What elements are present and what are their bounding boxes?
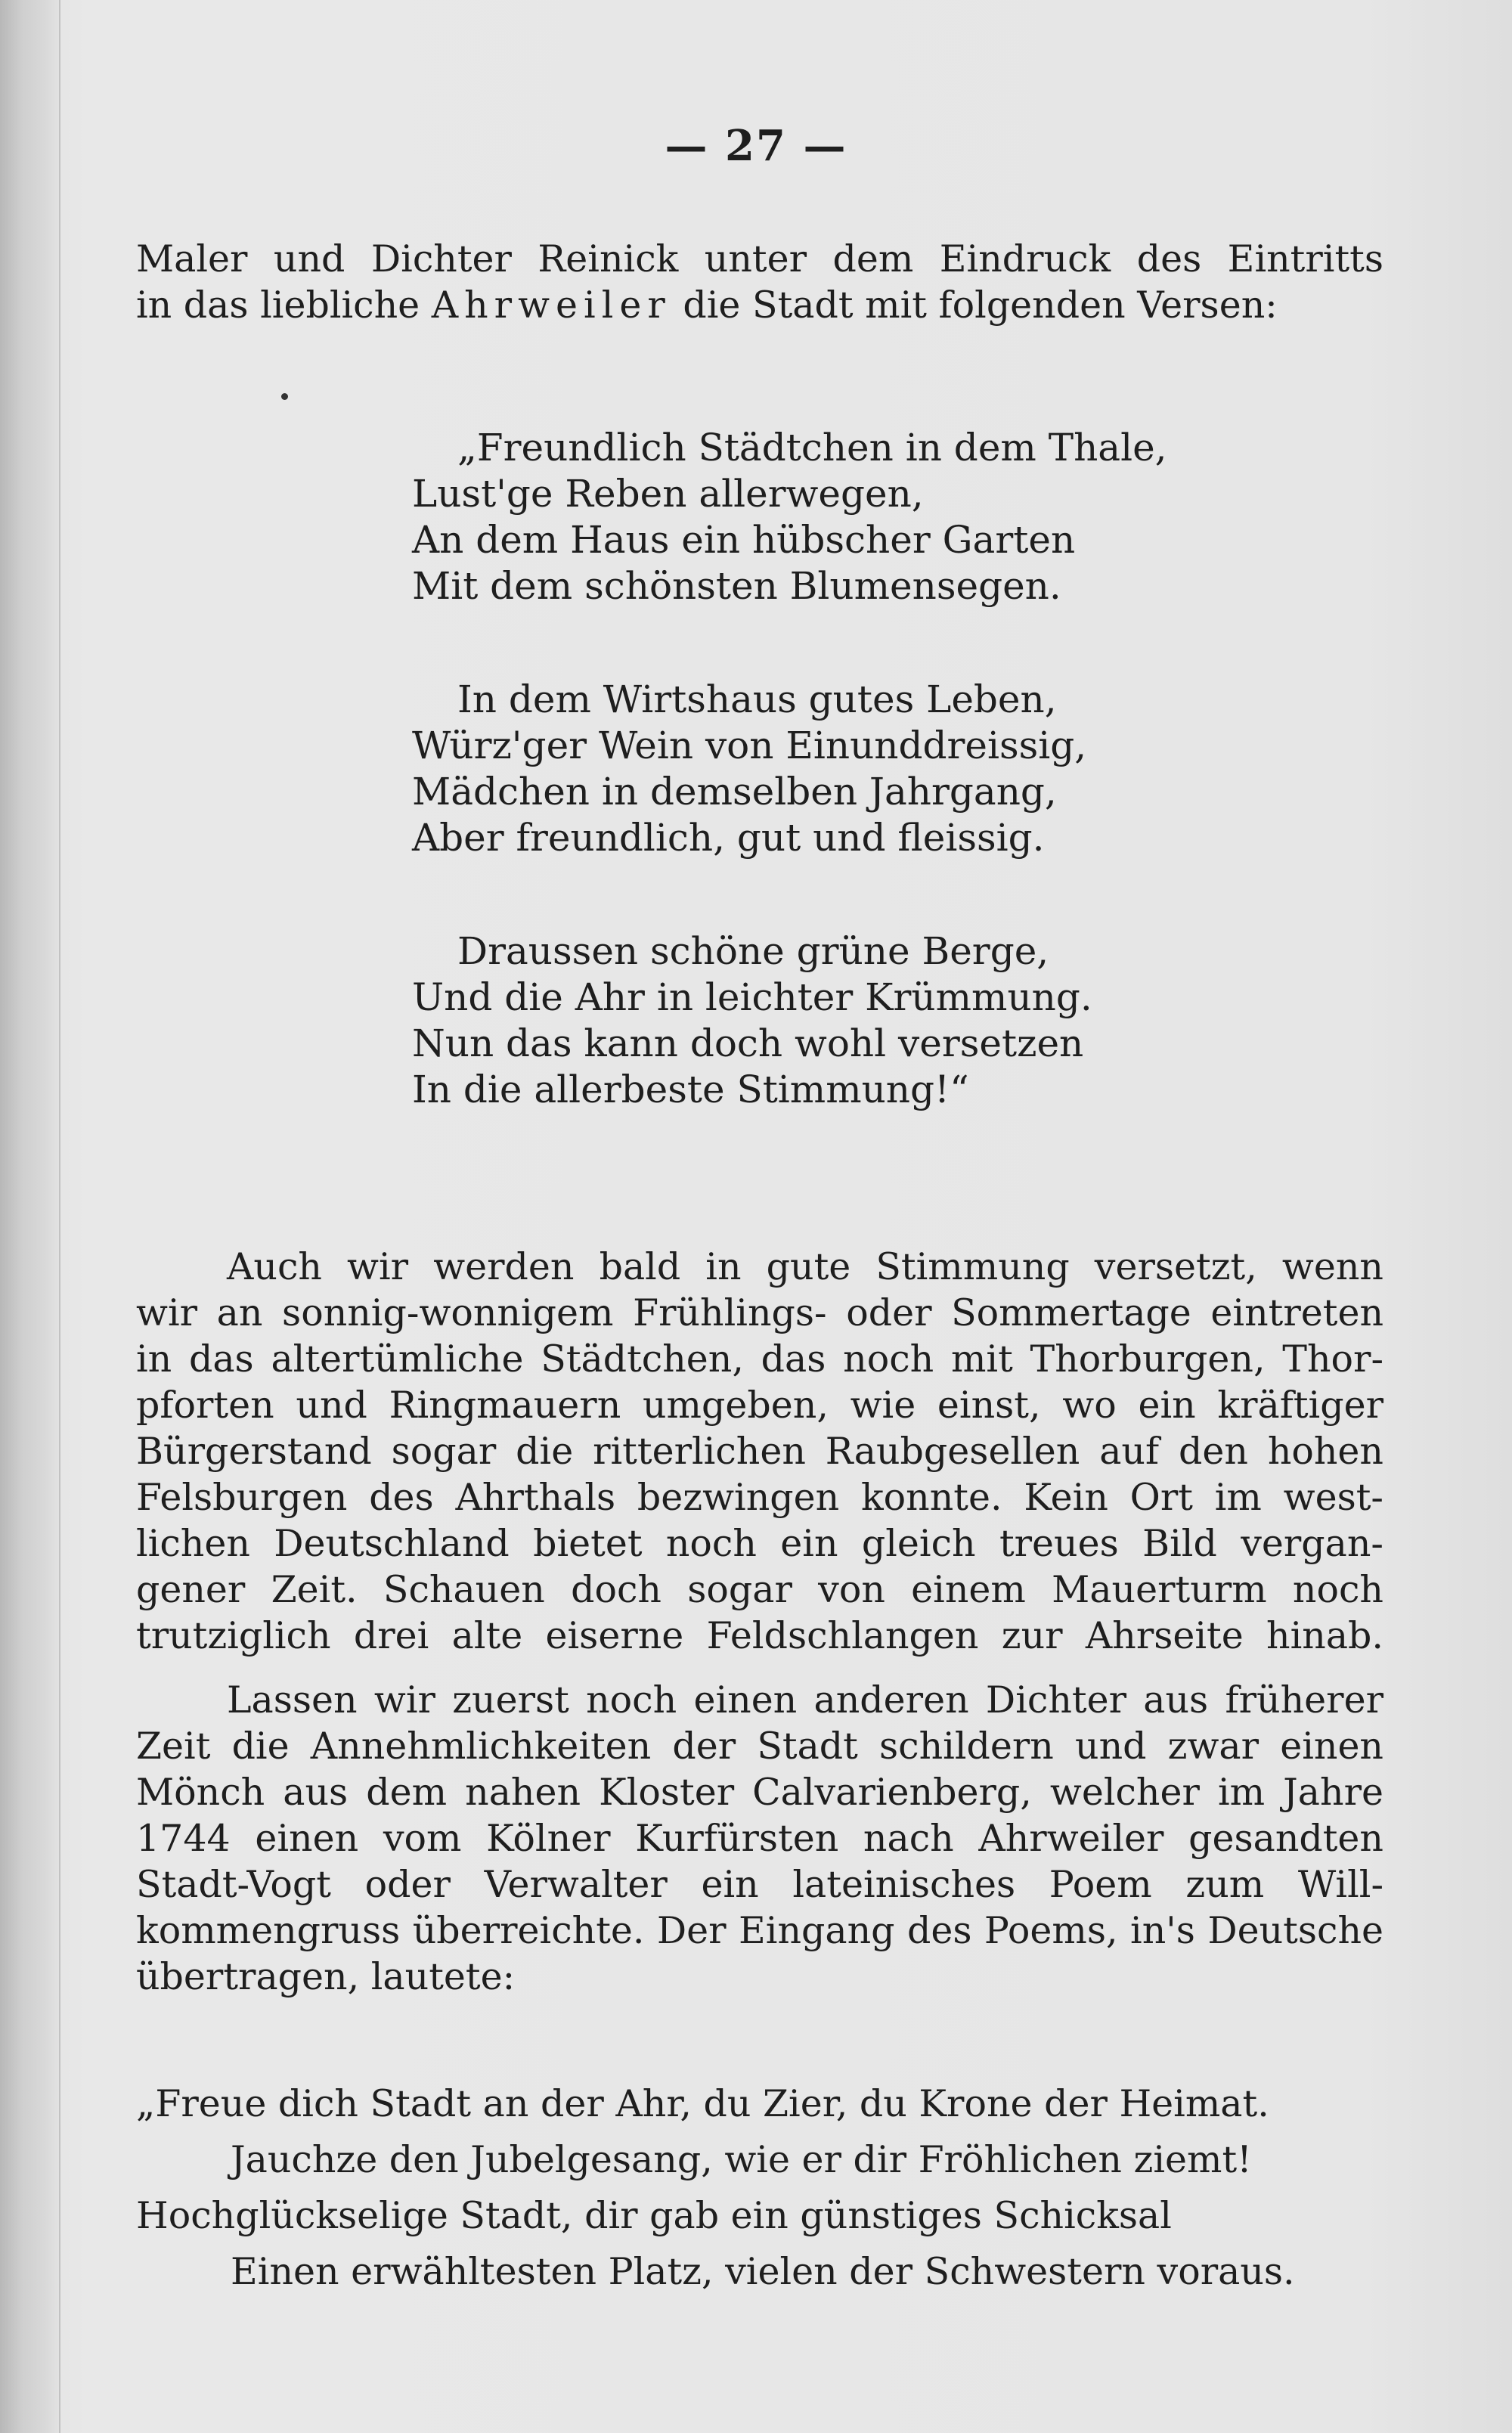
paragraph-line: pforten und Ringmauern umgeben, wie einst, wo ein kräftiger xyxy=(136,1384,1383,1427)
paragraph-line: gener Zeit. Schauen doch sogar von einem Mauerturm noch xyxy=(136,1568,1383,1611)
paragraph-2 xyxy=(136,1677,1383,2000)
paragraph-line: lichen Deutschland bietet noch ein gleich treues Bild vergan- xyxy=(136,1522,1383,1565)
paragraph-line: Bürgerstand sogar die ritterlichen Raubgesellen auf den hohen xyxy=(136,1430,1383,1473)
paragraph-line: übertragen, lautete: xyxy=(136,1955,516,1998)
poem-line: Aber freundlich, gut und fleissig. xyxy=(412,816,1045,860)
print-speck xyxy=(281,393,288,400)
paragraph-line: in das altertümliche Städtchen, das noch mit Thorburgen, Thor- xyxy=(136,1337,1383,1381)
latin-poem-line: Hochglückselige Stadt, dir gab ein günstiges Schicksal xyxy=(136,2194,1172,2237)
ahrweiler-spaced: Ahrweiler xyxy=(431,284,671,327)
paragraph-line: 1744 einen vom Kölner Kurfürsten nach Ahrweiler gesandten xyxy=(136,1817,1383,1860)
poem-stanza-1 xyxy=(412,425,1244,609)
poem-line: Mit dem schönsten Blumensegen. xyxy=(412,564,1061,608)
poem-stanza-3 xyxy=(412,928,1244,1113)
paragraph-line: wir an sonnig-wonnigem Frühlings- oder Sommertage eintreten xyxy=(136,1291,1383,1334)
latin-poem-line: Jauchze den Jubelgesang, wie er dir Fröhlichen ziemt! xyxy=(231,2138,1252,2181)
poem-line: Draussen schöne grüne Berge, xyxy=(457,929,1049,973)
latin-poem-line: Einen erwähltesten Platz, vielen der Schwestern voraus. xyxy=(231,2250,1295,2293)
paragraph-line: kommengruss überreichte. Der Eingang des Poems, in's Deutsche xyxy=(136,1909,1383,1952)
paragraph-line: Mönch aus dem nahen Kloster Calvarienberg, welcher im Jahre xyxy=(136,1771,1383,1814)
poem-line: Würz'ger Wein von Einunddreissig, xyxy=(412,724,1087,767)
page-gutter xyxy=(0,0,60,2433)
latin-poem-line: „Freue dich Stadt an der Ahr, du Zier, du Krone der Heimat. xyxy=(136,2082,1269,2125)
translated-latin-poem xyxy=(136,2076,1383,2300)
poem-line: Und die Ahr in leichter Krümmung. xyxy=(412,975,1092,1019)
paragraph-line: trutziglich drei alte eiserne Feldschlangen zur Ahrseite hinab. xyxy=(136,1614,1383,1657)
paragraph-line: Felsburgen des Ahrthals bezwingen konnte. Kein Ort im west- xyxy=(136,1476,1383,1519)
poem-line: Mädchen in demselben Jahrgang, xyxy=(412,770,1057,814)
poem-line: Lust'ge Reben allerwegen, xyxy=(412,472,924,516)
intro-line-2: in das liebliche Ahrweiler die Stadt mit folgenden Versen: xyxy=(136,284,1278,327)
intro-line-1: Maler und Dichter Reinick unter dem Eindruck des Eintritts xyxy=(136,237,1383,280)
poem-line: In die allerbeste Stimmung!“ xyxy=(412,1068,969,1111)
poem-line: Nun das kann doch wohl versetzen xyxy=(412,1021,1084,1065)
paragraph-line: Auch wir werden bald in gute Stimmung versetzt, wenn xyxy=(227,1245,1383,1288)
paragraph-1 xyxy=(136,1244,1383,1659)
paragraph-line: Stadt-Vogt oder Verwalter ein lateinisches Poem zum Will- xyxy=(136,1863,1383,1906)
page-number: — 27 — xyxy=(665,121,847,171)
intro-paragraph xyxy=(136,236,1383,328)
paragraph-line: Lassen wir zuerst noch einen anderen Dichter aus früherer xyxy=(227,1678,1383,1722)
paragraph-line: Zeit die Annehmlichkeiten der Stadt schildern und zwar einen xyxy=(136,1725,1383,1768)
poem-line: „Freundlich Städtchen in dem Thale, xyxy=(457,426,1167,470)
poem-line: In dem Wirtshaus gutes Leben, xyxy=(457,677,1057,721)
poem-stanza-2 xyxy=(412,677,1244,861)
poem-line: An dem Haus ein hübscher Garten xyxy=(412,518,1076,562)
